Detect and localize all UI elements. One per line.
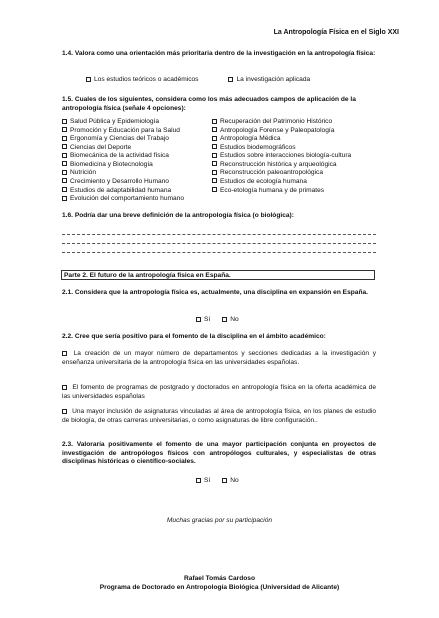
checkbox-icon[interactable] <box>62 409 67 414</box>
field-option[interactable]: Biomecánica de la actividad física <box>62 152 212 161</box>
checkbox-icon[interactable] <box>62 161 67 166</box>
author-name: Rafael Tomás Cardoso <box>184 575 255 582</box>
field-option[interactable]: Antropología Médica <box>212 135 376 144</box>
question-2-3: 2.3. Valoraría positivamente el fomento de una mayor participación conjunta en proyectos de investigación de antropólogos físicos con antropólogos culturales, y especialistas de otras disciplinas históricas o científico-sociales. <box>62 441 376 466</box>
field-option[interactable]: Evolución del comportamiento humano <box>62 195 212 204</box>
checkbox-icon[interactable] <box>62 136 67 141</box>
question-2-2: 2.2. Cree que sería positivo para el fomento de la disciplina en el ámbito académico: <box>62 333 326 340</box>
option-theoretical[interactable]: Los estudios teóricos o académicos <box>86 76 198 85</box>
field-option[interactable]: Reconstrucción paleoantropológica <box>212 169 376 178</box>
question-2-2-item: El fomento de programas de postgrado y doctorados en antropología física en la oferta académica de las universidades españolas <box>62 384 376 400</box>
checkbox-icon[interactable] <box>62 351 67 356</box>
checkbox-icon[interactable] <box>212 127 217 132</box>
checkbox-icon[interactable] <box>62 119 67 124</box>
checkbox-icon[interactable] <box>212 144 217 149</box>
checkbox-icon[interactable] <box>212 119 217 124</box>
field-option[interactable]: Ciencias del Deporte <box>62 144 212 153</box>
option-applied[interactable]: La investigación aplicada <box>228 76 310 85</box>
field-option[interactable]: Estudios de ecología humana <box>212 178 376 187</box>
checkbox-icon[interactable] <box>196 317 201 322</box>
field-option[interactable]: Estudios biodemográficos <box>212 144 376 153</box>
checkbox-icon[interactable] <box>222 317 227 322</box>
checkbox-icon[interactable] <box>62 170 67 175</box>
field-option[interactable]: Nutrición <box>62 169 212 178</box>
thanks-note: Muchas gracias por su participación <box>166 517 273 524</box>
field-option[interactable]: Estudios de adaptabilidad humana <box>62 187 212 196</box>
author-program: Programa de Doctorado en Antropología Biológica (Universidad de Alicante) <box>99 584 340 591</box>
field-option[interactable]: Crecimiento y Desarrollo Humano <box>62 178 212 187</box>
field-option[interactable]: Recuperación del Patrimonio Histórico <box>212 118 376 127</box>
field-option[interactable]: Biomedicina y Biotecnología <box>62 161 212 170</box>
checkbox-icon[interactable] <box>62 385 67 390</box>
checkbox-icon[interactable] <box>222 478 227 483</box>
field-option[interactable]: Antropología Forense y Paleopatología <box>212 127 376 136</box>
checkbox-icon[interactable] <box>228 77 233 82</box>
answer-line[interactable] <box>62 243 376 244</box>
checkbox-icon[interactable] <box>62 196 67 201</box>
field-option[interactable]: Reconstrucción histórica y arqueológica <box>212 161 376 170</box>
field-option[interactable]: Salud Pública y Epidemiología <box>62 118 212 127</box>
part-2-heading: Parte 2. El futuro de la antropología física en España. <box>61 270 375 280</box>
page-header: La Antropología Física en el Siglo XXI <box>273 29 399 36</box>
checkbox-icon[interactable] <box>212 161 217 166</box>
checkbox-icon[interactable] <box>212 178 217 183</box>
question-1-5: 1.5. Cuales de los siguientes, considera como los más adecuados campos de aplicación de la antropología física (señale 4 opciones): <box>62 96 356 112</box>
question-2-2-item: Una mayor inclusión de asignaturas vinculadas al área de antropología física, en los planes de estudio de biología, de otras carreras universitarias, o como asignaturas de libre configuración.. <box>62 408 376 424</box>
question-1-5-options <box>62 118 376 204</box>
checkbox-icon[interactable] <box>62 144 67 149</box>
checkbox-icon[interactable] <box>62 153 67 158</box>
empty-cell <box>212 195 376 204</box>
question-2-1-options <box>196 316 239 325</box>
question-2-2-item: La creación de un mayor número de departamentos y secciones dedicadas a la investigación y enseñanza universitaria de la antropología física en las universidades españolas. <box>62 350 376 366</box>
checkbox-icon[interactable] <box>196 478 201 483</box>
question-1-4: 1.4. Valora como una orientación más prioritaria dentro de la investigación en la antropología física: <box>62 50 376 57</box>
field-option[interactable]: Ergonomía y Ciencias del Trabajo <box>62 135 212 144</box>
answer-line[interactable] <box>62 252 376 253</box>
question-1-4-options <box>86 76 310 85</box>
checkbox-icon[interactable] <box>212 187 217 192</box>
option-yes[interactable]: Sí <box>196 477 210 486</box>
question-2-1: 2.1. Considera que la antropología física es, actualmente, una disciplina en expansión en España. <box>62 289 368 296</box>
option-no[interactable]: No <box>222 316 238 325</box>
field-option[interactable]: Eco-etología humana y de primates <box>212 187 376 196</box>
checkbox-icon[interactable] <box>86 77 91 82</box>
checkbox-icon[interactable] <box>62 178 67 183</box>
checkbox-icon[interactable] <box>62 187 67 192</box>
checkbox-icon[interactable] <box>212 136 217 141</box>
field-option[interactable]: Promoción y Educación para la Salud <box>62 127 212 136</box>
option-yes[interactable]: Sí <box>196 316 210 325</box>
field-option[interactable]: Estudios sobre interacciones biología-cultura <box>212 152 376 161</box>
question-1-6: 1.6. Podría dar una breve definición de la antropología física (o biológica): <box>62 212 294 219</box>
checkbox-icon[interactable] <box>212 153 217 158</box>
checkbox-icon[interactable] <box>212 170 217 175</box>
option-no[interactable]: No <box>222 477 238 486</box>
answer-line[interactable] <box>62 234 376 235</box>
checkbox-icon[interactable] <box>62 127 67 132</box>
question-2-3-options <box>196 477 239 486</box>
